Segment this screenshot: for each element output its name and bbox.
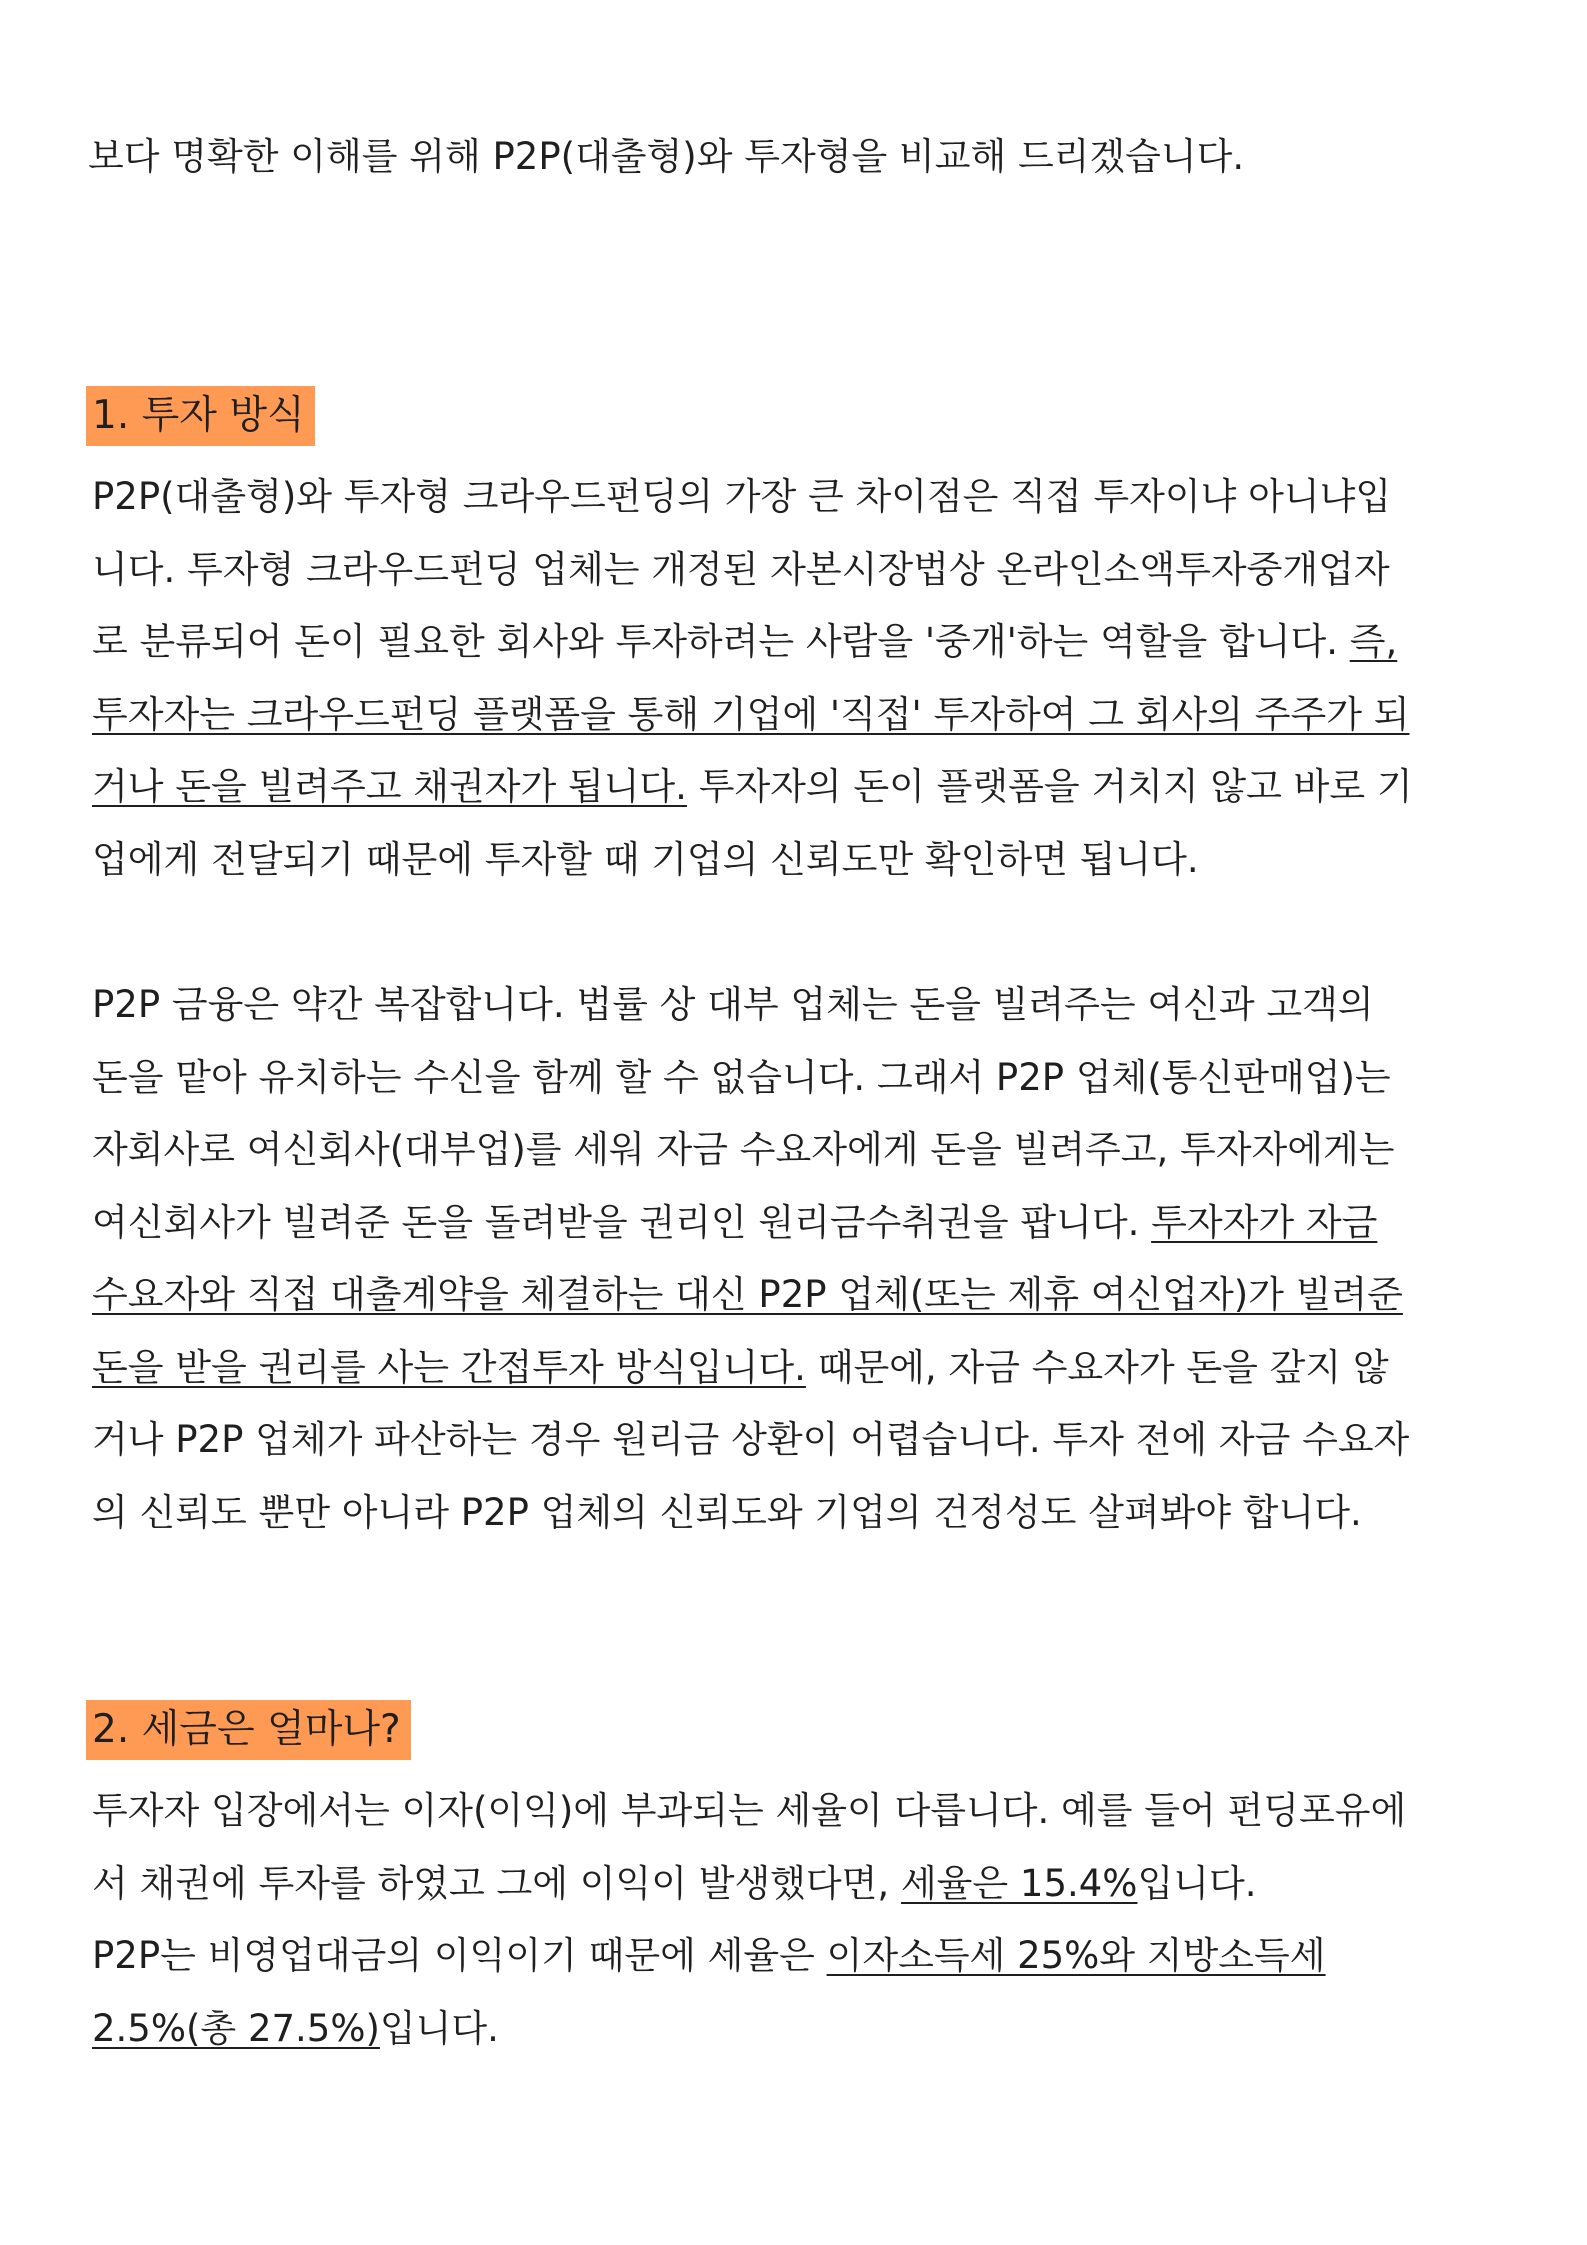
underlined-emphasis: 투자자가 자금 [1151, 1200, 1378, 1244]
text-line [92, 534, 1512, 607]
text-segment: P2P는 비영업대금의 이익이기 때문에 세율은 [92, 1934, 827, 1977]
text-line [92, 1993, 1512, 2066]
text-line [92, 1114, 1512, 1187]
text-line [92, 1775, 1512, 1848]
paragraph-p2p-finance [92, 969, 1512, 1549]
underlined-emphasis: 수요자와 직접 대출계약을 체결하는 대신 P2P 업체(또는 제휴 여신업자)가 빌려준 [92, 1273, 1403, 1316]
underlined-emphasis: 거나 돈을 빌려주고 채권자가 됩니다. [92, 765, 687, 808]
underlined-emphasis: 투자자는 크라우드펀딩 플랫폼을 통해 기업에 '직접' 투자하여 그 회사의 주주가 되 [92, 692, 1410, 736]
text-segment: 거나 P2P 업체가 파산하는 경우 원리금 상환이 어렵습니다. 투자 전에 자금 수요자 [92, 1418, 1410, 1461]
text-line [92, 1920, 1512, 1993]
text-segment: 입니다. [1137, 1861, 1257, 1905]
text-segment: 니다. 투자형 크라우드펀딩 업체는 개정된 자본시장법상 온라인소액투자중개업자 [92, 547, 1390, 591]
underlined-emphasis: 2.5%(총 27.5%) [92, 2006, 380, 2050]
underlined-emphasis: 즉, [1349, 620, 1398, 663]
text-segment: 서 채권에 투자를 하였고 그에 이익이 발생했다면, [92, 1861, 901, 1905]
text-segment: 로 분류되어 돈이 필요한 회사와 투자하려는 사람을 '중개'하는 역할을 합니다. [92, 620, 1350, 663]
text-line [92, 1848, 1512, 1921]
section-heading-tax: 2. 세금은 얼마나? [86, 1700, 411, 1760]
text-line [92, 606, 1512, 679]
text-segment: 의 신뢰도 뿐만 아니라 P2P 업체의 신뢰도와 기업의 건정성도 살펴봐야 합니다. [92, 1490, 1362, 1534]
text-line [92, 679, 1512, 752]
text-line [92, 1332, 1512, 1405]
text-segment: 때문에, 자금 수요자가 돈을 갚지 않 [805, 1345, 1389, 1389]
paragraph-investment-crowdfunding [92, 461, 1512, 896]
text-segment: 업에게 전달되기 때문에 투자할 때 기업의 신뢰도만 확인하면 됩니다. [92, 837, 1199, 881]
underlined-emphasis: 세율은 15.4% [900, 1861, 1138, 1905]
text-line [92, 751, 1512, 824]
underlined-emphasis: 이자소득세 25%와 지방소득세 [826, 1934, 1326, 1977]
text-segment: P2P(대출형)와 투자형 크라우드펀딩의 가장 큰 차이점은 직접 투자이냐 아니냐입 [92, 475, 1392, 518]
intro-text: 보다 명확한 이해를 위해 P2P(대출형)와 투자형을 비교해 드리겠습니다. [88, 135, 1245, 178]
text-line [92, 461, 1512, 534]
text-segment: P2P 금융은 약간 복잡합니다. 법률 상 대부 업체는 돈을 빌려주는 여신과 고객의 [92, 983, 1374, 1026]
text-line [92, 969, 1512, 1042]
underlined-emphasis: 돈을 받을 권리를 사는 간접투자 방식입니다. [92, 1345, 806, 1389]
text-line [92, 1477, 1512, 1550]
text-segment: 투자자의 돈이 플랫폼을 거치지 않고 바로 기 [686, 765, 1413, 808]
text-segment: 투자자 입장에서는 이자(이익)에 부과되는 세율이 다릅니다. 예를 들어 펀딩포유에 [92, 1789, 1407, 1832]
text-segment: 자회사로 여신회사(대부업)를 세워 자금 수요자에게 돈을 빌려주고, 투자자에게는 [92, 1128, 1395, 1171]
text-segment: 여신회사가 빌려준 돈을 돌려받을 권리인 원리금수취권을 팝니다. [92, 1200, 1152, 1244]
text-line [92, 1187, 1512, 1260]
text-line [92, 1042, 1512, 1115]
paragraph-tax-rates [92, 1775, 1512, 2065]
text-segment: 돈을 맡아 유치하는 수신을 함께 할 수 없습니다. 그래서 P2P 업체(통신판매업)는 [92, 1055, 1391, 1099]
text-line [92, 1404, 1512, 1477]
text-line [92, 1259, 1512, 1332]
section-heading-investment-method: 1. 투자 방식 [86, 386, 315, 446]
text-segment: 입니다. [379, 2006, 499, 2050]
text-line [92, 824, 1512, 897]
